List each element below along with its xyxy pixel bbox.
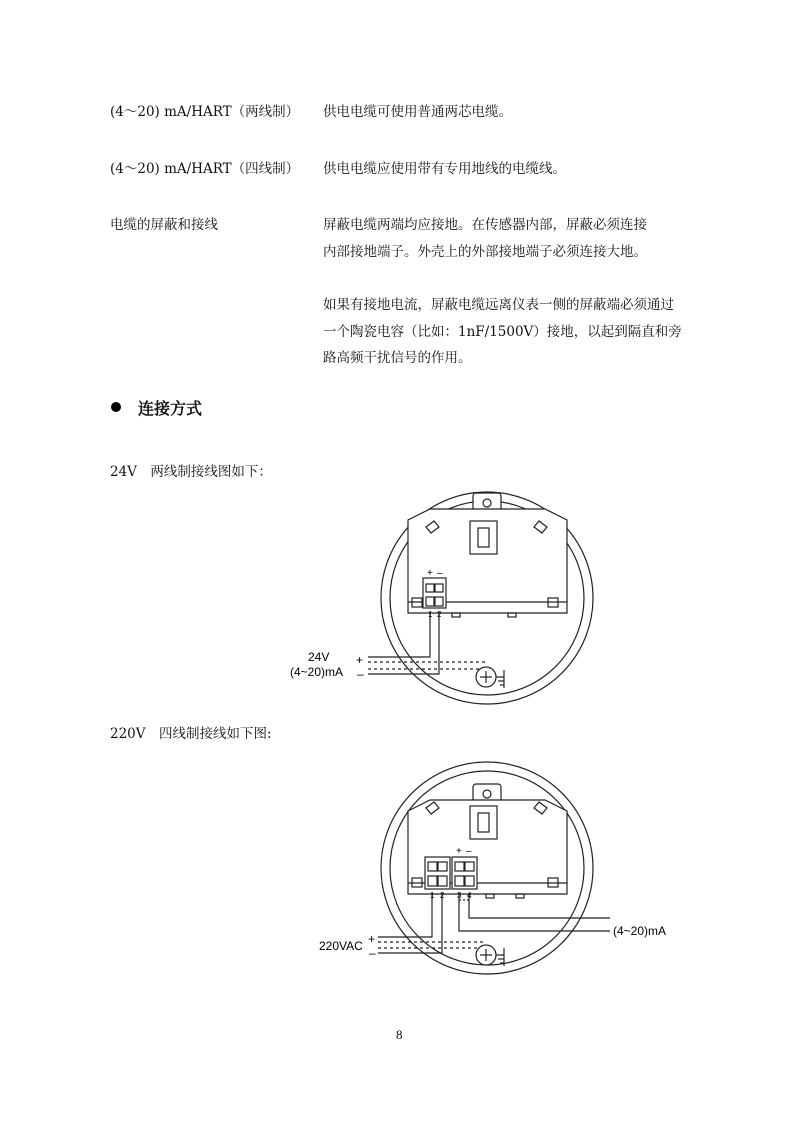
page-number: 8 xyxy=(396,1027,403,1042)
diagram1-wire-plus: + xyxy=(356,653,364,667)
diagram1-signal-label: (4~20)mA xyxy=(290,665,344,679)
note-line-3: 路高频干扰信号的作用。 xyxy=(323,350,472,366)
diagram1-pin2: 2 xyxy=(437,610,442,619)
section-title: 连接方式 xyxy=(138,399,203,418)
note-line-2: 一个陶瓷电容（比如：1nF/1500V）接地，以起到隔直和旁 xyxy=(323,324,682,340)
row-label-four-wire: (4～20) mA/HART（四线制） xyxy=(110,161,300,177)
diagram2-pin2: 2 xyxy=(440,891,445,900)
diagram2-terminal-minus: – xyxy=(466,846,472,857)
diagram2-wire-plus: + xyxy=(368,932,376,946)
diagram1-wire-minus: – xyxy=(357,667,364,681)
diagram1-pin1: 1 xyxy=(428,610,433,619)
diagram2-caption: 220V 四线制接线如下图: xyxy=(110,726,272,742)
row-text-four-wire: 供电电缆应使用带有专用地线的电缆线。 xyxy=(323,161,566,177)
diagram1-caption: 24V 两线制接线图如下： xyxy=(110,464,272,480)
row-label-two-wire: (4～20) mA/HART（两线制） xyxy=(110,104,300,120)
diagram2-wire-minus: – xyxy=(369,946,376,960)
diagram2-pin4: 4 xyxy=(467,891,472,900)
diagram2-signal-label: (4~20)mA xyxy=(613,924,667,938)
note-line-1: 如果有接地电流，屏蔽电缆远离仪表一侧的屏蔽端必须通过 xyxy=(323,297,674,313)
diagram2-supply-label: 220VAC xyxy=(319,939,363,953)
diagram2-terminal-plus: + xyxy=(456,846,462,857)
row-text-shielding-line1: 屏蔽电缆两端均应接地。在传感器内部，屏蔽必须连接 xyxy=(323,217,647,233)
diagram1-terminal-plus: + xyxy=(427,568,433,579)
diagram2-pin1: 1 xyxy=(430,891,435,900)
diagram2-pin3: 3 xyxy=(457,891,462,900)
diagram1-supply-label: 24V xyxy=(308,650,330,664)
row-text-two-wire: 供电电缆可使用普通两芯电缆。 xyxy=(323,104,512,120)
row-text-shielding-line2: 内部接地端子。外壳上的外部接地端子必须连接大地。 xyxy=(323,244,647,260)
row-label-shielding: 电缆的屏蔽和接线 xyxy=(110,217,218,233)
diagram1-terminal-minus: – xyxy=(437,568,443,579)
